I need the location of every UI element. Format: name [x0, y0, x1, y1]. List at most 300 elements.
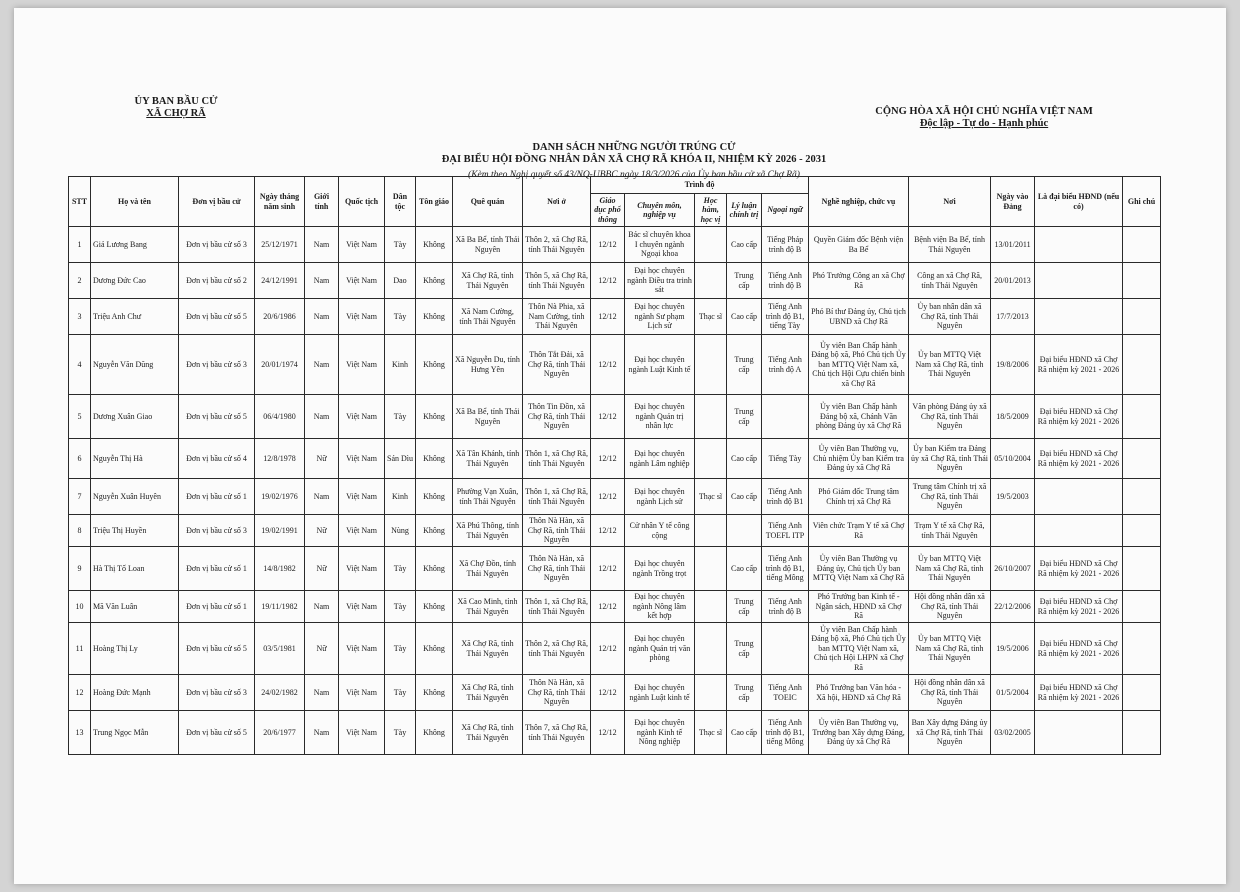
cell-residence: Thôn Tắt Đải, xã Chợ Rã, tỉnh Thái Nguyên: [523, 335, 591, 395]
cell-occupation: Quyền Giám đốc Bệnh viện Ba Bể: [809, 227, 909, 263]
cell-nationality: Việt Nam: [339, 675, 385, 711]
cell-dob: 20/6/1986: [255, 299, 305, 335]
cell-workplace: Bệnh viện Ba Bể, tỉnh Thái Nguyên: [909, 227, 991, 263]
cell-degree: [695, 591, 727, 623]
cell-religion: Không: [416, 335, 453, 395]
cell-dob: 25/12/1971: [255, 227, 305, 263]
cell-unit: Đơn vị bầu cử số 3: [179, 335, 255, 395]
cell-gender: Nam: [305, 263, 339, 299]
table-row: [69, 439, 1161, 479]
cell-delegate: Đại biểu HĐND xã Chợ Rã nhiệm kỳ 2021 - 2026: [1035, 591, 1123, 623]
cell-degree: [695, 439, 727, 479]
cell-language: Tiếng Anh trình độ B1: [762, 479, 809, 515]
cell-note: [1123, 515, 1161, 547]
cell-delegate: [1035, 227, 1123, 263]
cell-nationality: Việt Nam: [339, 263, 385, 299]
cell-unit: Đơn vị bầu cử số 3: [179, 515, 255, 547]
cell-degree: [695, 547, 727, 591]
cell-religion: Không: [416, 299, 453, 335]
cell-dob: 06/4/1980: [255, 395, 305, 439]
issuer-line1: ỦY BAN BẦU CỬ: [134, 96, 218, 107]
cell-nationality: Việt Nam: [339, 623, 385, 675]
title-line2: ĐẠI BIỂU HỘI ĐỒNG NHÂN DÂN XÃ CHỢ RÃ KHÓA II, NHIỆM KỲ 2026 - 2031: [441, 154, 827, 165]
cell-stt: 12: [69, 675, 91, 711]
cell-professional: Đại học chuyên ngành Quản trị nhân lực: [625, 395, 695, 439]
cell-residence: Thôn Nà Hàn, xã Chợ Rã, tỉnh Thái Nguyên: [523, 515, 591, 547]
cell-party-date: 18/5/2009: [991, 395, 1035, 439]
table-row: [69, 335, 1161, 395]
cell-residence: Thôn 2, xã Chợ Rã, tỉnh Thái Nguyên: [523, 227, 591, 263]
cell-name: Giả Lương Bang: [91, 227, 179, 263]
header-name: Họ và tên: [91, 177, 179, 227]
cell-workplace: Ủy ban MTTQ Việt Nam xã Chợ Rã, tỉnh Thái Nguyên: [909, 335, 991, 395]
cell-workplace: Văn phòng Đảng ủy xã Chợ Rã, tỉnh Thái Nguyên: [909, 395, 991, 439]
cell-residence: Thôn Nà Hàn, xã Chợ Rã, tỉnh Thái Nguyên: [523, 675, 591, 711]
cell-party-date: 03/02/2005: [991, 711, 1035, 755]
cell-religion: Không: [416, 263, 453, 299]
cell-general: 12/12: [591, 515, 625, 547]
cell-political: [727, 515, 762, 547]
cell-political: Trung cấp: [727, 675, 762, 711]
cell-language: Tiếng Anh trình độ B: [762, 591, 809, 623]
cell-political: Trung cấp: [727, 263, 762, 299]
cell-professional: Cử nhân Y tế công cộng: [625, 515, 695, 547]
cell-party-date: 22/12/2006: [991, 591, 1035, 623]
cell-general: 12/12: [591, 547, 625, 591]
cell-party-date: 19/5/2006: [991, 623, 1035, 675]
cell-gender: Nữ: [305, 547, 339, 591]
cell-nationality: Việt Nam: [339, 547, 385, 591]
cell-residence: Thôn Nà Phia, xã Nam Cường, tỉnh Thái Nguyên: [523, 299, 591, 335]
cell-note: [1123, 263, 1161, 299]
cell-gender: Nam: [305, 479, 339, 515]
cell-religion: Không: [416, 439, 453, 479]
cell-ethnicity: Tày: [385, 395, 416, 439]
cell-hometown: Xã Chợ Rã, tỉnh Thái Nguyên: [453, 623, 523, 675]
cell-language: Tiếng Tày: [762, 439, 809, 479]
cell-name: Dương Xuân Giao: [91, 395, 179, 439]
cell-delegate: [1035, 263, 1123, 299]
cell-degree: Thạc sĩ: [695, 479, 727, 515]
cell-name: Hoàng Đức Mạnh: [91, 675, 179, 711]
header-occupation: Nghề nghiệp, chức vụ: [809, 177, 909, 227]
cell-religion: Không: [416, 515, 453, 547]
cell-ethnicity: Tày: [385, 623, 416, 675]
cell-name: Hà Thị Tố Loan: [91, 547, 179, 591]
table-row: [69, 547, 1161, 591]
cell-name: Triệu Thị Huyền: [91, 515, 179, 547]
cell-ethnicity: Kinh: [385, 479, 416, 515]
cell-unit: Đơn vị bầu cử số 5: [179, 623, 255, 675]
table-row: [69, 623, 1161, 675]
cell-ethnicity: Tày: [385, 675, 416, 711]
cell-name: Triệu Anh Chư: [91, 299, 179, 335]
cell-unit: Đơn vị bầu cử số 4: [179, 439, 255, 479]
header-general-education: Giáo dục phổ thông: [591, 194, 625, 227]
cell-general: 12/12: [591, 395, 625, 439]
cell-hometown: Xã Nguyễn Du, tỉnh Hưng Yên: [453, 335, 523, 395]
cell-religion: Không: [416, 479, 453, 515]
cell-delegate: [1035, 479, 1123, 515]
header-gender: Giới tính: [305, 177, 339, 227]
cell-workplace: Trạm Y tế xã Chợ Rã, tỉnh Thái Nguyên: [909, 515, 991, 547]
cell-gender: Nam: [305, 675, 339, 711]
cell-degree: [695, 335, 727, 395]
cell-gender: Nam: [305, 395, 339, 439]
cell-party-date: 20/01/2013: [991, 263, 1035, 299]
cell-delegate: Đại biểu HĐND xã Chợ Rã nhiệm kỳ 2021 - 2026: [1035, 547, 1123, 591]
national-header: [854, 106, 1114, 130]
cell-delegate: [1035, 515, 1123, 547]
cell-language: Tiếng Anh trình độ B1, tiếng Tày: [762, 299, 809, 335]
cell-hometown: Xã Chợ Rã, tỉnh Thái Nguyên: [453, 711, 523, 755]
cell-dob: 03/5/1981: [255, 623, 305, 675]
document-subtitle: (Kèm theo Nghị quyết số 43/NQ-UBBC ngày 18/3/2026 của Ủy ban bầu cử xã Chợ Rã): [468, 170, 800, 180]
cell-unit: Đơn vị bầu cử số 5: [179, 299, 255, 335]
cell-professional: Đại học chuyên ngành Luật kinh tế: [625, 675, 695, 711]
cell-nationality: Việt Nam: [339, 711, 385, 755]
cell-ethnicity: Kinh: [385, 335, 416, 395]
cell-religion: Không: [416, 675, 453, 711]
cell-residence: Thôn Tin Đồn, xã Chợ Rã, tỉnh Thái Nguyên: [523, 395, 591, 439]
cell-professional: Đại học chuyên ngành Lịch sử: [625, 479, 695, 515]
table-row: [69, 675, 1161, 711]
header-nationality: Quốc tịch: [339, 177, 385, 227]
cell-workplace: Ủy ban Kiểm tra Đảng ủy xã Chợ Rã, tỉnh Thái Nguyên: [909, 439, 991, 479]
cell-delegate: Đại biểu HĐND xã Chợ Rã nhiệm kỳ 2021 - 2026: [1035, 439, 1123, 479]
cell-residence: Thôn 5, xã Chợ Rã, tỉnh Thái Nguyên: [523, 263, 591, 299]
cell-residence: Thôn 1, xã Chợ Rã, tỉnh Thái Nguyên: [523, 479, 591, 515]
cell-name: Dương Đức Cao: [91, 263, 179, 299]
cell-dob: 20/6/1977: [255, 711, 305, 755]
cell-note: [1123, 623, 1161, 675]
cell-workplace: Trung tâm Chính trị xã Chợ Rã, tỉnh Thái Nguyên: [909, 479, 991, 515]
cell-occupation: Ủy viên Ban Thường vụ, Chủ nhiệm Ủy ban Kiểm tra Đảng ủy xã Chợ Rã: [809, 439, 909, 479]
cell-name: Mã Văn Luân: [91, 591, 179, 623]
header-language: Ngoại ngữ: [762, 194, 809, 227]
cell-note: [1123, 439, 1161, 479]
cell-general: 12/12: [591, 675, 625, 711]
cell-political: Cao cấp: [727, 479, 762, 515]
cell-stt: 5: [69, 395, 91, 439]
cell-party-date: [991, 515, 1035, 547]
cell-name: Hoàng Thị Ly: [91, 623, 179, 675]
cell-language: Tiếng Anh trình độ A: [762, 335, 809, 395]
cell-nationality: Việt Nam: [339, 439, 385, 479]
cell-unit: Đơn vị bầu cử số 1: [179, 479, 255, 515]
cell-occupation: Phó Trưởng ban Văn hóa - Xã hội, HĐND xã Chợ Rã: [809, 675, 909, 711]
cell-stt: 9: [69, 547, 91, 591]
cell-party-date: 13/01/2011: [991, 227, 1035, 263]
table-row: [69, 591, 1161, 623]
cell-language: Tiếng Anh TOEFL ITP: [762, 515, 809, 547]
cell-unit: Đơn vị bầu cử số 2: [179, 263, 255, 299]
table-row: [69, 515, 1161, 547]
cell-hometown: Xã Tân Khánh, tỉnh Thái Nguyên: [453, 439, 523, 479]
cell-occupation: Ủy viên Ban Chấp hành Đảng bộ xã, Chánh Văn phòng Đảng ủy xã Chợ Rã: [809, 395, 909, 439]
cell-delegate: Đại biểu HĐND xã Chợ Rã nhiệm kỳ 2021 - 2026: [1035, 623, 1123, 675]
cell-ethnicity: Dao: [385, 263, 416, 299]
cell-delegate: [1035, 711, 1123, 755]
cell-professional: Đại học chuyên ngành Nông lâm kết hợp: [625, 591, 695, 623]
cell-delegate: [1035, 299, 1123, 335]
cell-stt: 4: [69, 335, 91, 395]
cell-ethnicity: Tày: [385, 711, 416, 755]
issuer-line2: XÃ CHỢ RÃ: [146, 108, 206, 119]
cell-language: Tiếng Anh trình độ B: [762, 263, 809, 299]
cell-hometown: Xã Phú Thông, tỉnh Thái Nguyên: [453, 515, 523, 547]
cell-professional: Đại học chuyên ngành Luật Kinh tế: [625, 335, 695, 395]
header-political: Lý luận chính trị: [727, 194, 762, 227]
cell-general: 12/12: [591, 439, 625, 479]
document-title: [394, 142, 874, 166]
cell-note: [1123, 227, 1161, 263]
cell-unit: Đơn vị bầu cử số 5: [179, 711, 255, 755]
cell-occupation: Ủy viên Ban Thường vụ, Trưởng ban Xây dựng Đảng, Đảng ủy xã Chợ Rã: [809, 711, 909, 755]
cell-professional: Đại học chuyên ngành Điều tra trinh sát: [625, 263, 695, 299]
cell-dob: 19/02/1976: [255, 479, 305, 515]
cell-political: Trung cấp: [727, 591, 762, 623]
cell-nationality: Việt Nam: [339, 335, 385, 395]
cell-general: 12/12: [591, 335, 625, 395]
header-stt: STT: [69, 177, 91, 227]
cell-unit: Đơn vị bầu cử số 1: [179, 547, 255, 591]
cell-general: 12/12: [591, 299, 625, 335]
cell-delegate: Đại biểu HĐND xã Chợ Rã nhiệm kỳ 2021 - 2026: [1035, 395, 1123, 439]
cell-hometown: Xã Cao Minh, tỉnh Thái Nguyên: [453, 591, 523, 623]
cell-delegate: Đại biểu HĐND xã Chợ Rã nhiệm kỳ 2021 - 2026: [1035, 335, 1123, 395]
cell-gender: Nam: [305, 335, 339, 395]
cell-name: Trung Ngọc Mẫn: [91, 711, 179, 755]
header-professional: Chuyên môn, nghiệp vụ: [625, 194, 695, 227]
cell-residence: Thôn 7, xã Chợ Rã, tỉnh Thái Nguyên: [523, 711, 591, 755]
cell-workplace: Hội đồng nhân dân xã Chợ Rã, tỉnh Thái Nguyên: [909, 591, 991, 623]
cell-note: [1123, 547, 1161, 591]
cell-gender: Nữ: [305, 623, 339, 675]
cell-note: [1123, 395, 1161, 439]
cell-degree: Thạc sĩ: [695, 711, 727, 755]
cell-workplace: Ủy ban nhân dân xã Chợ Rã, tỉnh Thái Nguyên: [909, 299, 991, 335]
cell-stt: 3: [69, 299, 91, 335]
cell-note: [1123, 335, 1161, 395]
cell-unit: Đơn vị bầu cử số 1: [179, 591, 255, 623]
cell-note: [1123, 591, 1161, 623]
cell-degree: [695, 227, 727, 263]
cell-degree: [695, 263, 727, 299]
cell-note: [1123, 479, 1161, 515]
cell-language: [762, 395, 809, 439]
cell-religion: Không: [416, 547, 453, 591]
header-note: Ghi chú: [1123, 177, 1161, 227]
header-degree: Học hàm, học vị: [695, 194, 727, 227]
cell-hometown: Xã Ba Bể, tỉnh Thái Nguyên: [453, 395, 523, 439]
cell-professional: Bác sĩ chuyên khoa I chuyên ngành Ngoại khoa: [625, 227, 695, 263]
cell-language: Tiếng Anh trình độ B1, tiếng Mông: [762, 711, 809, 755]
cell-gender: Nữ: [305, 515, 339, 547]
cell-residence: Thôn 1, xã Chợ Rã, tỉnh Thái Nguyên: [523, 439, 591, 479]
cell-stt: 8: [69, 515, 91, 547]
cell-stt: 6: [69, 439, 91, 479]
cell-occupation: Phó Bí thư Đảng ủy, Chủ tịch UBND xã Chợ Rã: [809, 299, 909, 335]
cell-hometown: Xã Chợ Rã, tỉnh Thái Nguyên: [453, 263, 523, 299]
cell-note: [1123, 675, 1161, 711]
cell-degree: [695, 675, 727, 711]
cell-ethnicity: Sán Dìu: [385, 439, 416, 479]
cell-degree: Thạc sĩ: [695, 299, 727, 335]
cell-political: Trung cấp: [727, 623, 762, 675]
cell-workplace: Ban Xây dựng Đảng ủy xã Chợ Rã, tỉnh Thái Nguyên: [909, 711, 991, 755]
table-row: [69, 227, 1161, 263]
cell-workplace: Ủy ban MTTQ Việt Nam xã Chợ Rã, tỉnh Thái Nguyên: [909, 547, 991, 591]
cell-professional: Đại học chuyên ngành Sư phạm Lịch sử: [625, 299, 695, 335]
cell-general: 12/12: [591, 623, 625, 675]
cell-unit: Đơn vị bầu cử số 3: [179, 675, 255, 711]
results-table: [68, 176, 1161, 755]
table-row: [69, 711, 1161, 755]
cell-occupation: Viên chức Trạm Y tế xã Chợ Rã: [809, 515, 909, 547]
cell-dob: 24/02/1982: [255, 675, 305, 711]
cell-name: Nguyễn Thị Hà: [91, 439, 179, 479]
cell-dob: 24/12/1991: [255, 263, 305, 299]
cell-unit: Đơn vị bầu cử số 5: [179, 395, 255, 439]
cell-political: Trung cấp: [727, 395, 762, 439]
cell-party-date: 17/7/2013: [991, 299, 1035, 335]
cell-ethnicity: Nùng: [385, 515, 416, 547]
cell-nationality: Việt Nam: [339, 479, 385, 515]
cell-language: [762, 623, 809, 675]
cell-general: 12/12: [591, 711, 625, 755]
cell-religion: Không: [416, 591, 453, 623]
cell-dob: 19/02/1991: [255, 515, 305, 547]
cell-occupation: Ủy viên Ban Chấp hành Đảng bộ xã, Phó Chủ tịch Ủy ban MTTQ Việt Nam xã, Chủ tịch Hội LHPN xã Chợ Rã: [809, 623, 909, 675]
cell-nationality: Việt Nam: [339, 395, 385, 439]
cell-stt: 1: [69, 227, 91, 263]
cell-hometown: Phường Vạn Xuân, tỉnh Thái Nguyên: [453, 479, 523, 515]
cell-gender: Nam: [305, 227, 339, 263]
cell-degree: [695, 515, 727, 547]
header-dob: Ngày tháng năm sinh: [255, 177, 305, 227]
header-ethnicity: Dân tộc: [385, 177, 416, 227]
cell-religion: Không: [416, 711, 453, 755]
cell-workplace: Hội đồng nhân dân xã Chợ Rã, tỉnh Thái Nguyên: [909, 675, 991, 711]
cell-professional: Đại học chuyên ngành Kinh tế Nông nghiệp: [625, 711, 695, 755]
cell-stt: 2: [69, 263, 91, 299]
cell-party-date: 01/5/2004: [991, 675, 1035, 711]
cell-note: [1123, 711, 1161, 755]
cell-nationality: Việt Nam: [339, 591, 385, 623]
cell-note: [1123, 299, 1161, 335]
cell-political: Cao cấp: [727, 439, 762, 479]
cell-name: Nguyễn Xuân Huyên: [91, 479, 179, 515]
cell-degree: [695, 395, 727, 439]
cell-religion: Không: [416, 623, 453, 675]
cell-nationality: Việt Nam: [339, 299, 385, 335]
cell-stt: 7: [69, 479, 91, 515]
table-body: [69, 227, 1161, 755]
cell-hometown: Xã Chợ Đồn, tỉnh Thái Nguyên: [453, 547, 523, 591]
cell-general: 12/12: [591, 591, 625, 623]
cell-stt: 11: [69, 623, 91, 675]
cell-residence: Thôn 1, xã Chợ Rã, tỉnh Thái Nguyên: [523, 591, 591, 623]
cell-workplace: Công an xã Chợ Rã, tỉnh Thái Nguyên: [909, 263, 991, 299]
cell-general: 12/12: [591, 479, 625, 515]
issuer-header: [106, 96, 246, 120]
cell-dob: 14/8/1982: [255, 547, 305, 591]
cell-political: Cao cấp: [727, 711, 762, 755]
cell-unit: Đơn vị bầu cử số 3: [179, 227, 255, 263]
cell-occupation: Ủy viên Ban Thường vụ Đảng ủy, Chủ tịch Ủy ban MTTQ Việt Nam xã Chợ Rã: [809, 547, 909, 591]
cell-party-date: 19/8/2006: [991, 335, 1035, 395]
cell-occupation: Phó Trưởng ban Kinh tế - Ngân sách, HĐND xã Chợ Rã: [809, 591, 909, 623]
title-line1: DANH SÁCH NHỮNG NGƯỜI TRÚNG CỬ: [532, 142, 736, 153]
cell-religion: Không: [416, 227, 453, 263]
cell-occupation: Phó Giám đốc Trung tâm Chính trị xã Chợ Rã: [809, 479, 909, 515]
cell-occupation: Ủy viên Ban Chấp hành Đảng bộ xã, Phó Chủ tịch Ủy ban MTTQ Việt Nam xã, Chủ tịch Hội Cựu chiến binh xã Chợ Rã: [809, 335, 909, 395]
cell-language: Tiếng Anh TOEIC: [762, 675, 809, 711]
header-religion: Tôn giáo: [416, 177, 453, 227]
cell-nationality: Việt Nam: [339, 227, 385, 263]
cell-dob: 19/11/1982: [255, 591, 305, 623]
table-row: [69, 479, 1161, 515]
header-unit: Đơn vị bầu cử: [179, 177, 255, 227]
cell-stt: 13: [69, 711, 91, 755]
cell-general: 12/12: [591, 263, 625, 299]
cell-party-date: 26/10/2007: [991, 547, 1035, 591]
table-row: [69, 263, 1161, 299]
cell-degree: [695, 623, 727, 675]
cell-gender: Nam: [305, 591, 339, 623]
cell-ethnicity: Tày: [385, 547, 416, 591]
cell-general: 12/12: [591, 227, 625, 263]
cell-hometown: Xã Nam Cường, tỉnh Thái Nguyên: [453, 299, 523, 335]
cell-gender: Nam: [305, 711, 339, 755]
cell-political: Cao cấp: [727, 227, 762, 263]
cell-dob: 12/8/1978: [255, 439, 305, 479]
cell-ethnicity: Tày: [385, 299, 416, 335]
cell-delegate: Đại biểu HĐND xã Chợ Rã nhiệm kỳ 2021 - 2026: [1035, 675, 1123, 711]
cell-language: Tiếng Anh trình độ B1, tiếng Mông: [762, 547, 809, 591]
cell-nationality: Việt Nam: [339, 515, 385, 547]
table-row: [69, 395, 1161, 439]
cell-religion: Không: [416, 395, 453, 439]
header-hometown: Quê quán: [453, 177, 523, 227]
cell-residence: Thôn Nà Hàn, xã Chợ Rã, tỉnh Thái Nguyên: [523, 547, 591, 591]
cell-hometown: Xã Chợ Rã, tỉnh Thái Nguyên: [453, 675, 523, 711]
national-motto: Độc lập - Tự do - Hạnh phúc: [919, 118, 1049, 129]
cell-political: Cao cấp: [727, 547, 762, 591]
cell-professional: Đại học chuyên ngành Trồng trọt: [625, 547, 695, 591]
cell-dob: 20/01/1974: [255, 335, 305, 395]
cell-political: Cao cấp: [727, 299, 762, 335]
cell-professional: Đại học chuyên ngành Lâm nghiệp: [625, 439, 695, 479]
table-row: [69, 299, 1161, 335]
cell-party-date: 19/5/2003: [991, 479, 1035, 515]
cell-name: Nguyễn Văn Dũng: [91, 335, 179, 395]
national-title: CỘNG HÒA XÃ HỘI CHỦ NGHĨA VIỆT NAM: [875, 106, 1093, 117]
cell-ethnicity: Tày: [385, 227, 416, 263]
cell-party-date: 05/10/2004: [991, 439, 1035, 479]
cell-ethnicity: Tày: [385, 591, 416, 623]
cell-language: Tiếng Pháp trình độ B: [762, 227, 809, 263]
header-residence: Nơi ở: [523, 177, 591, 227]
cell-professional: Đại học chuyên ngành Quản trị văn phòng: [625, 623, 695, 675]
cell-hometown: Xã Ba Bể, tỉnh Thái Nguyên: [453, 227, 523, 263]
cell-residence: Thôn 2, xã Chợ Rã, tỉnh Thái Nguyên: [523, 623, 591, 675]
cell-gender: Nam: [305, 299, 339, 335]
cell-stt: 10: [69, 591, 91, 623]
header-education-group: Trình độ: [591, 177, 809, 194]
header-delegate: Là đại biểu HĐND (nếu có): [1035, 177, 1123, 227]
